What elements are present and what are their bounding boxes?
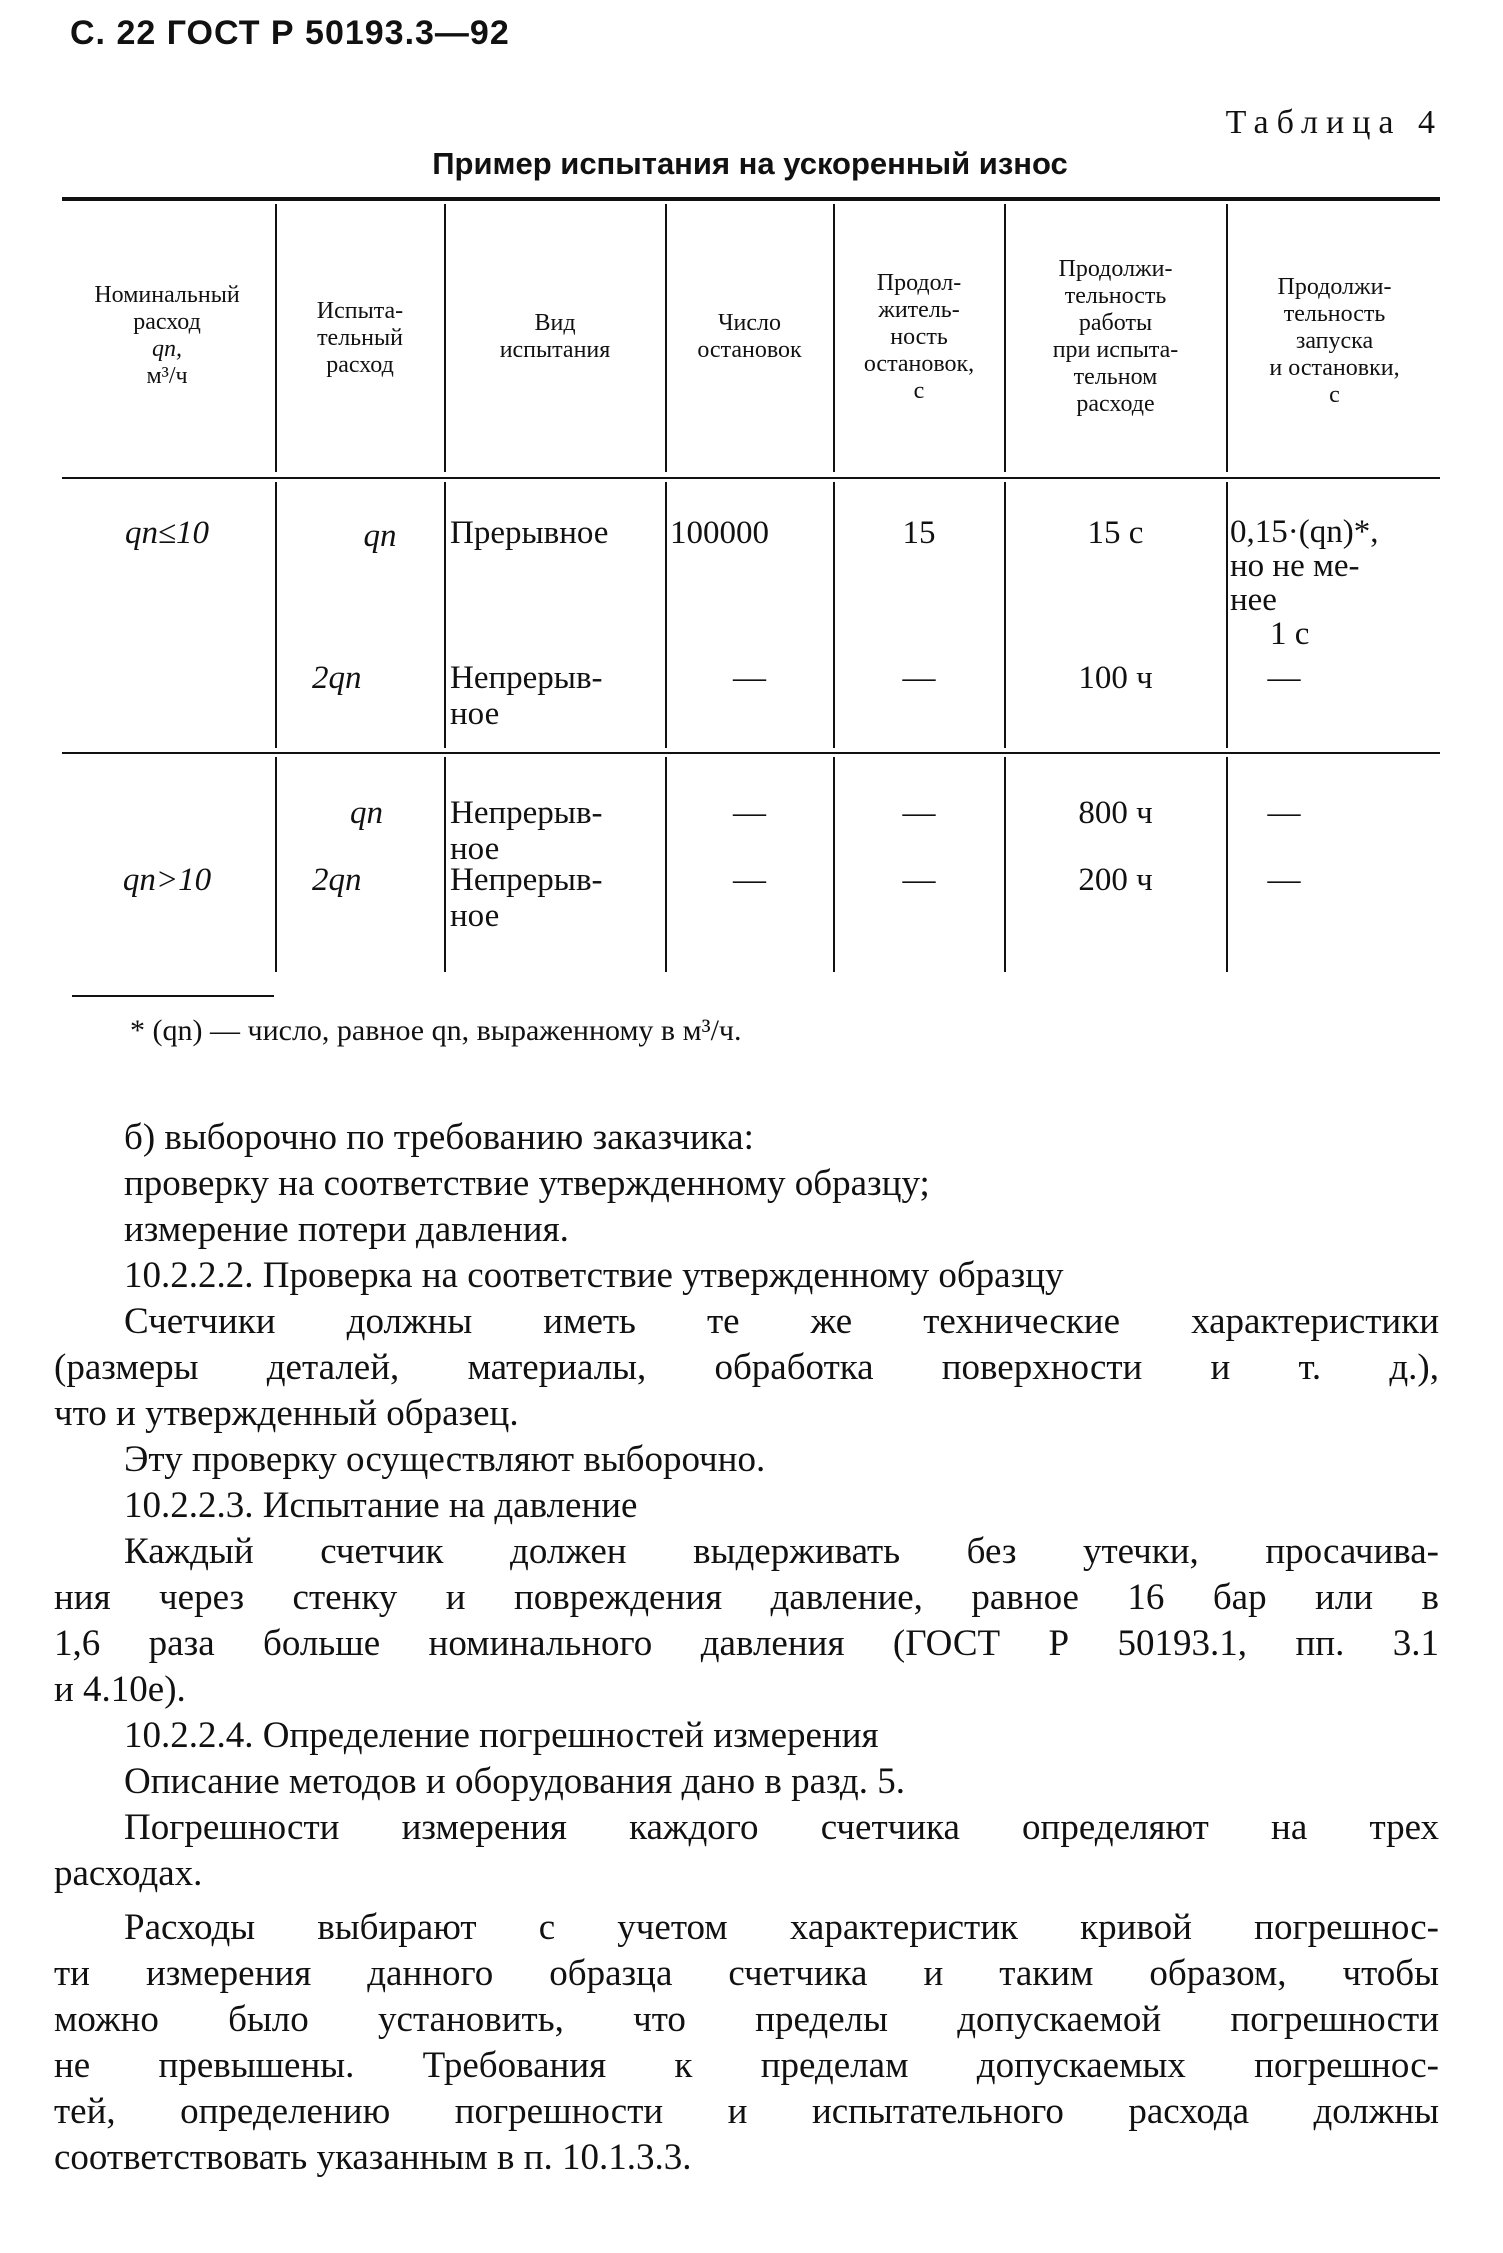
table-title: Пример испытания на ускоренный износ — [432, 146, 1068, 181]
header-line: тельность — [1283, 301, 1386, 327]
section-heading: 10.2.2.4. Определение погрешностей измерения — [124, 1715, 879, 1756]
paragraph-line: тей, определению погрешности и испытательного расхода должны — [54, 2091, 1439, 2132]
cell-type — [450, 862, 665, 934]
header-line: тельный — [317, 325, 403, 351]
col-rule — [833, 482, 835, 748]
cell-start-duration: — — [1267, 862, 1301, 898]
col-rule — [1226, 757, 1228, 972]
paragraph-line: ния через стенку и повреждения давление, равное 16 бар или в — [54, 1577, 1439, 1618]
cell-flow: qn — [363, 518, 397, 554]
header-line: расходе — [1076, 391, 1155, 417]
col-rule — [1004, 757, 1006, 972]
col-rule — [444, 482, 446, 748]
cell-flow: 2qn — [312, 862, 362, 898]
col-rule — [275, 757, 277, 972]
header-line: м³/ч — [146, 363, 188, 389]
group-divider-rule — [62, 752, 1440, 754]
paragraph-line: можно было установить, что пределы допускаемой погрешности — [54, 1999, 1439, 2040]
cell-stops: — — [733, 862, 766, 898]
paragraph-line: 1,6 раза больше номинального давления (ГОСТ Р 50193.1, пп. 3.1 — [54, 1623, 1439, 1664]
column-header-test-type — [447, 310, 663, 364]
cell-stop-duration: — — [902, 862, 936, 898]
cell-line: Непрерыв- — [450, 862, 603, 898]
header-line: тельном — [1073, 364, 1158, 390]
cell-nominal: qn>10 — [122, 862, 212, 898]
cell-type — [450, 660, 665, 732]
cell-type — [450, 515, 665, 551]
column-header-work-duration — [1007, 256, 1224, 418]
paragraph-line: измерение потери давления. — [124, 1209, 569, 1250]
column-header-start-duration — [1229, 274, 1440, 409]
paragraph-line: (размеры деталей, материалы, обработка поверхности и т. д.), — [54, 1347, 1439, 1388]
cell-line: 0,15·(qn)*, — [1230, 514, 1379, 550]
col-rule — [444, 757, 446, 972]
table-top-rule — [62, 197, 1440, 201]
paragraph-line: Эту проверку осуществляют выборочно. — [124, 1439, 766, 1480]
col-rule — [833, 757, 835, 972]
cell-line: нее — [1230, 582, 1277, 618]
cell-start-duration: — — [1267, 660, 1301, 696]
header-line: qn, — [152, 336, 182, 362]
cell-stop-duration: 15 — [902, 515, 936, 551]
cell-stops: — — [733, 795, 766, 831]
header-line: житель- — [878, 297, 960, 323]
page-header: С. 22 ГОСТ Р 50193.3—92 — [70, 14, 510, 52]
column-header-stop-duration — [836, 270, 1002, 405]
cell-work-duration: 200 ч — [1078, 862, 1153, 898]
header-line: расход — [326, 352, 394, 378]
col-rule — [1004, 482, 1006, 748]
cell-line: ное — [450, 696, 500, 732]
cell-line: Непрерыв- — [450, 795, 603, 831]
paragraph-line: Счетчики должны иметь те же технические характеристики — [124, 1301, 1439, 1342]
header-line: Продол- — [876, 270, 962, 296]
header-line: Испыта- — [316, 298, 404, 324]
paragraph-line: расходах. — [54, 1853, 203, 1894]
cell-line: Прерывное — [450, 515, 609, 551]
cell-stops: — — [733, 660, 766, 696]
paragraph-line: соответствовать указанным в п. 10.1.3.3. — [54, 2137, 692, 2178]
col-rule — [275, 482, 277, 748]
header-line: работы — [1078, 310, 1153, 336]
paragraph-line: ти измерения данного образца счетчика и таким образом, чтобы — [54, 1953, 1439, 1994]
header-line: с — [1329, 382, 1340, 408]
header-line: с — [913, 378, 925, 404]
cell-line: но не ме- — [1230, 548, 1360, 584]
column-header-nominal-flow — [62, 282, 272, 390]
paragraph-line: и 4.10е). — [54, 1669, 186, 1710]
cell-start-duration: — — [1267, 795, 1301, 831]
paragraph-line: Описание методов и оборудования дано в разд. 5. — [124, 1761, 906, 1802]
col-rule — [444, 204, 446, 472]
column-header-stops — [668, 310, 831, 364]
header-line: испытания — [499, 337, 611, 363]
header-line: Вид — [534, 310, 576, 336]
header-line: Продолжи- — [1058, 256, 1173, 282]
col-rule — [1226, 204, 1228, 472]
paragraph-line: Каждый счетчик должен выдерживать без утечки, просачива- — [124, 1531, 1439, 1572]
col-rule — [1004, 204, 1006, 472]
paragraph-line: что и утвержденный образец. — [54, 1393, 519, 1434]
section-heading: 10.2.2.2. Проверка на соответствие утвержденному образцу — [124, 1255, 1064, 1296]
col-rule — [833, 204, 835, 472]
col-rule — [275, 204, 277, 472]
cell-work-duration: 15 с — [1087, 515, 1144, 551]
paragraph-line: Расходы выбирают с учетом характеристик кривой погрешнос- — [124, 1907, 1439, 1948]
header-bottom-rule — [62, 477, 1440, 479]
cell-work-duration: 100 ч — [1078, 660, 1153, 696]
cell-stop-duration: — — [902, 795, 936, 831]
cell-line: 1 с — [1270, 616, 1310, 652]
cell-stops: 100000 — [670, 515, 769, 551]
cell-nominal: qn≤10 — [124, 515, 210, 551]
table-label: Таблица 4 — [1225, 104, 1443, 141]
header-line: ность — [890, 324, 948, 350]
cell-flow: 2qn — [312, 660, 362, 696]
header-line: при испыта- — [1052, 337, 1179, 363]
section-heading: 10.2.2.3. Испытание на давление — [124, 1485, 638, 1526]
header-line: остановок, — [863, 351, 975, 377]
col-rule — [1226, 482, 1228, 748]
header-line: расход — [133, 309, 201, 335]
col-rule — [665, 757, 667, 972]
header-line: запуска — [1295, 328, 1374, 354]
cell-line: ное — [450, 831, 500, 867]
paragraph-line: Погрешности измерения каждого счетчика определяют на трех — [124, 1807, 1439, 1848]
header-line: тельность — [1064, 283, 1167, 309]
cell-line: ное — [450, 898, 500, 934]
cell-start-duration — [1230, 515, 1440, 651]
header-line: Продолжи- — [1277, 274, 1392, 300]
header-line: Число — [717, 310, 782, 336]
paragraph-line: проверку на соответствие утвержденному образцу; — [124, 1163, 930, 1204]
cell-stop-duration: — — [902, 660, 936, 696]
column-header-test-flow — [278, 298, 442, 379]
cell-line: Непрерыв- — [450, 660, 603, 696]
header-line: и остановки, — [1269, 355, 1400, 381]
cell-type — [450, 795, 665, 867]
footnote: * (qn) — число, равное qn, выраженному в м³/ч. — [130, 1014, 742, 1047]
footnote-rule — [72, 995, 274, 997]
col-rule — [665, 204, 667, 472]
header-line: остановок — [697, 337, 802, 363]
cell-work-duration: 800 ч — [1078, 795, 1153, 831]
cell-flow: qn — [350, 795, 383, 831]
col-rule — [665, 482, 667, 748]
paragraph-line: не превышены. Требования к пределам допускаемых погрешнос- — [54, 2045, 1439, 2086]
header-line: Номинальный — [94, 282, 240, 308]
paragraph-line: б) выборочно по требованию заказчика: — [124, 1117, 754, 1158]
